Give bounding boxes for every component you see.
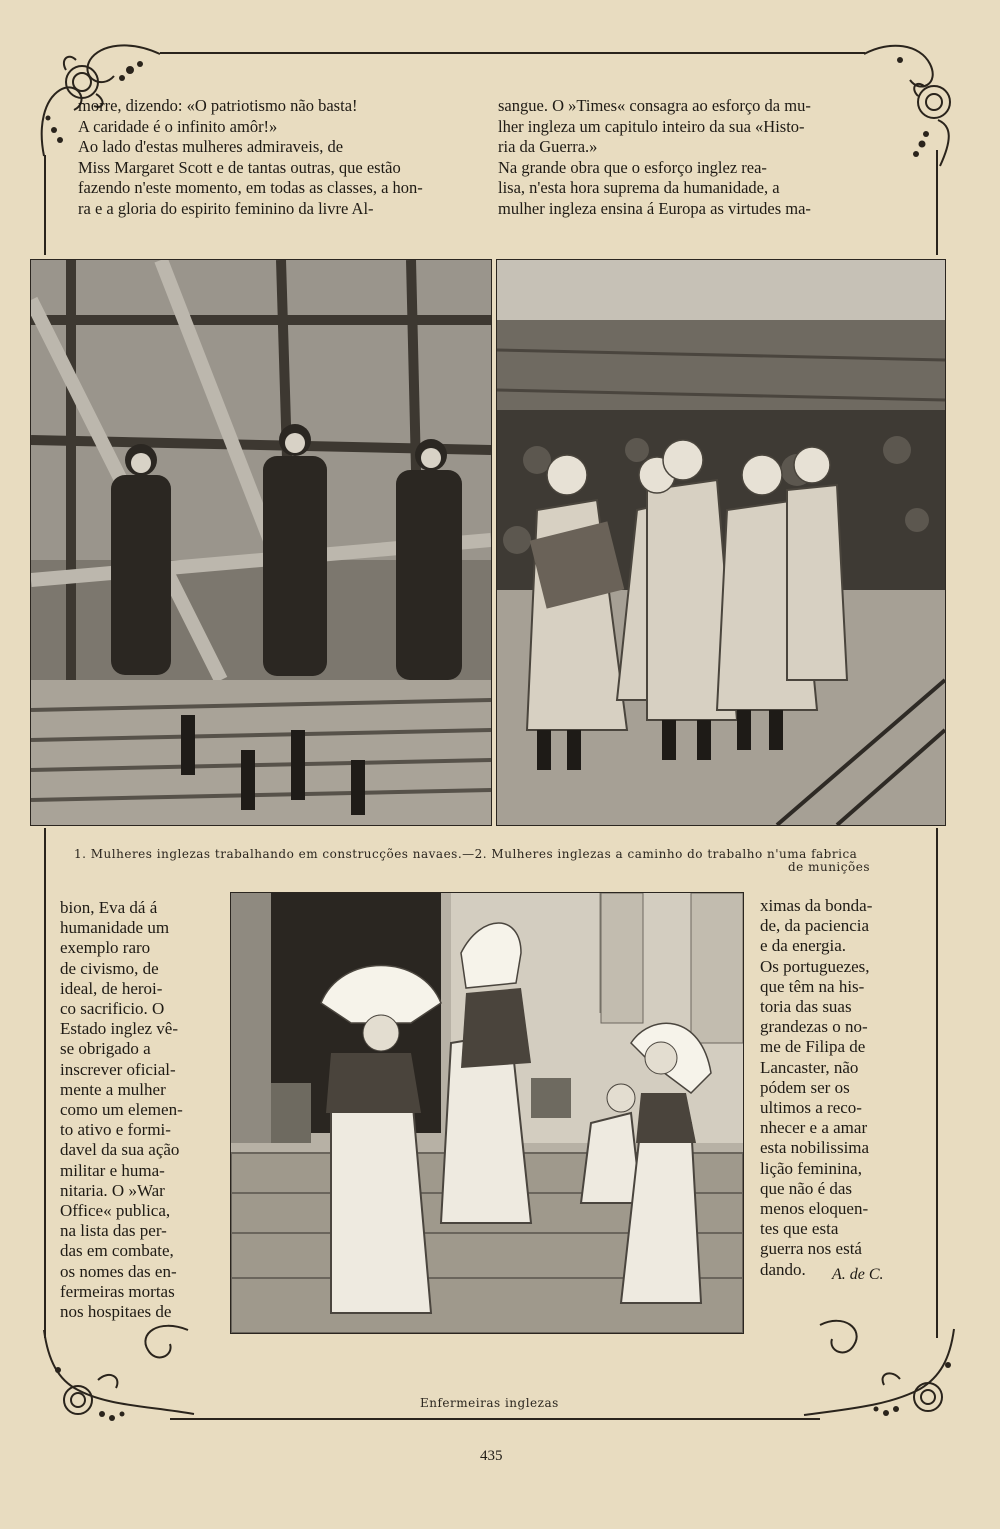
article-text-left-column: bion, Eva dá á humanidade um exemplo raro de civismo, de ideal, de heroi- co sacrificio. O Estado inglez vê- se obrigado a inscrever oficial- mente a mulher como um elemen- to ativo e formi- davel da sua ação militar e huma- nitaria. O »War Office« publica, na lista das per- das em combate, os nomes das en- fermeiras mortas nos hospitaes de — [60, 898, 183, 1322]
caption-top-photos-continued: de munições — [788, 860, 870, 874]
frame-bottom-line — [170, 1418, 820, 1420]
photo-english-nurses — [230, 892, 744, 1334]
author-signature: A. de C. — [832, 1266, 884, 1283]
page-number: 435 — [480, 1448, 503, 1464]
caption-top-photos: 1. Mulheres inglezas trabalhando em construcções navaes.—2. Mulheres inglezas a caminho do trabalho n'uma fabrica — [74, 847, 858, 861]
caption-nurses-photo: Enfermeiras inglezas — [420, 1396, 559, 1410]
photo-women-munitions-factory — [496, 259, 946, 826]
frame-left-line-mid — [44, 828, 46, 1338]
floral-ornament-bottom-right — [800, 1305, 965, 1430]
article-text-right-column: ximas da bonda- de, da paciencia e da energia. Os portuguezes, que têm na his- toria das suas grandezas o no- me de Filipa de Lancaster, não pódem ser os ultimos a reco- nhecer e a amar esta nobilissima lição feminina, que não é das menos eloquen- tes que esta guerra nos está dando. — [760, 896, 873, 1279]
article-text-top-left: morre, dizendo: «O patriotismo não basta! A caridade é o infinito amôr!» Ao lado d'estas mulheres admiraveis, de Miss Margaret Scott e de tantas outras, que estão fazendo n'este momento, em todas as classes, a hon- ra e a gloria do espirito feminino da livre Al- — [78, 96, 423, 218]
article-text-top-right: sangue. O »Times« consagra ao esforço da mu- lher ingleza um capitulo inteiro da sua «Histo- ria da Guerra.» Na grande obra que o esforço inglez rea- lisa, n'esta hora suprema da humanidade, a mulher ingleza ensina á Europa as virtudes ma- — [498, 96, 811, 218]
frame-top-line — [160, 52, 865, 54]
frame-left-line-top — [44, 155, 46, 255]
frame-right-line-mid — [936, 828, 938, 1338]
floral-ornament-bottom-left — [38, 1310, 198, 1430]
photo-women-ship-construction — [30, 259, 492, 826]
